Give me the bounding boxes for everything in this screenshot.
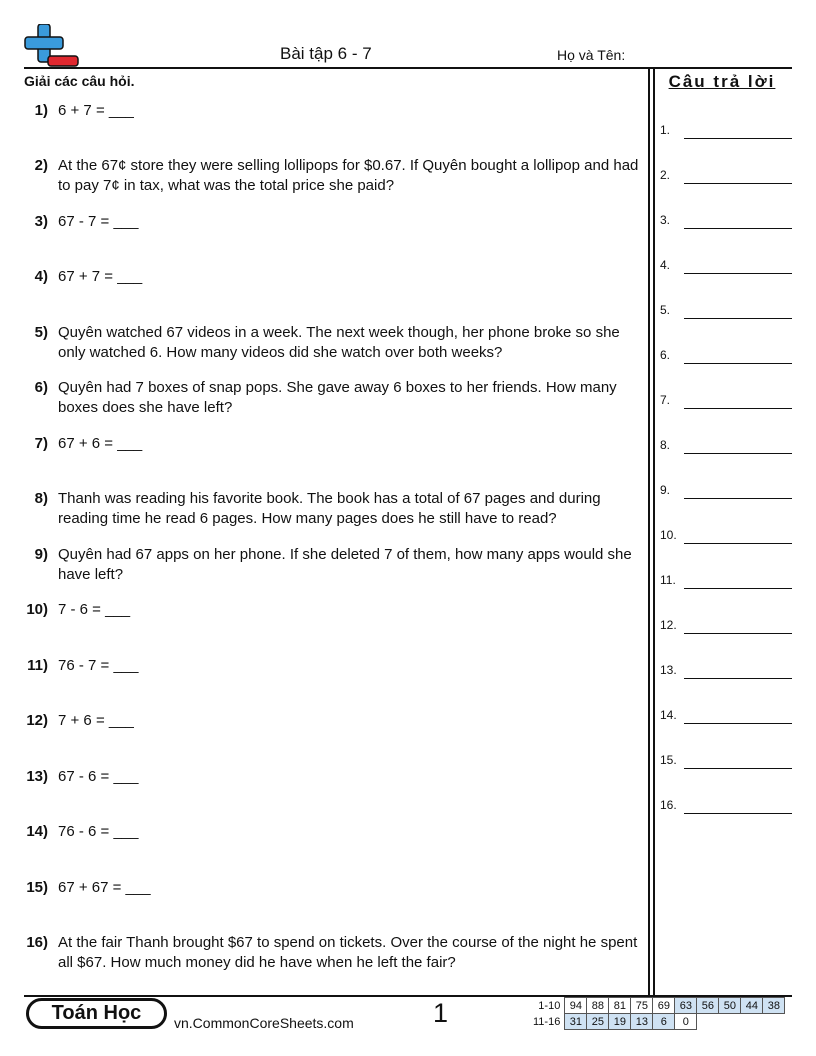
question-text: 67 + 67 = ___ bbox=[58, 879, 151, 896]
answer-number: 8. bbox=[660, 438, 671, 452]
score-key-range: 11-16 bbox=[533, 1015, 561, 1028]
answer-field-5[interactable] bbox=[660, 303, 792, 319]
answer-blank[interactable] bbox=[684, 318, 792, 319]
question-number: 14) bbox=[26, 823, 48, 840]
question-number: 13) bbox=[26, 768, 48, 785]
name-label: Họ và Tên: bbox=[557, 47, 626, 63]
answer-field-7[interactable] bbox=[660, 393, 792, 409]
answer-number: 11. bbox=[660, 573, 676, 587]
question-number: 5) bbox=[34, 324, 48, 341]
question-number: 10) bbox=[26, 601, 48, 618]
score-cell: 63 bbox=[675, 998, 697, 1014]
answer-blank[interactable] bbox=[684, 723, 792, 724]
answer-number: 6. bbox=[660, 348, 671, 362]
plus-minus-logo-icon bbox=[24, 24, 80, 68]
question-number: 15) bbox=[26, 879, 48, 896]
answer-number: 14. bbox=[660, 708, 677, 722]
question-text: 67 + 6 = ___ bbox=[58, 435, 143, 452]
header-divider bbox=[24, 67, 792, 69]
question-number: 11) bbox=[27, 657, 48, 674]
question-text: 76 - 7 = ___ bbox=[58, 657, 139, 674]
brand-badge: Toán Học bbox=[26, 998, 167, 1029]
question-number: 2) bbox=[34, 157, 48, 174]
question-text: 76 - 6 = ___ bbox=[58, 823, 139, 840]
score-key-range: 1-10 bbox=[538, 999, 561, 1012]
question-text: 67 - 6 = ___ bbox=[58, 768, 139, 785]
score-cell: 50 bbox=[719, 998, 741, 1014]
answer-blank[interactable] bbox=[684, 363, 792, 364]
answer-field-15[interactable] bbox=[660, 753, 792, 769]
answer-field-12[interactable] bbox=[660, 618, 792, 634]
score-cell: 81 bbox=[609, 998, 631, 1014]
score-cell-empty bbox=[741, 1014, 763, 1030]
score-cell-empty bbox=[763, 1014, 785, 1030]
answer-blank[interactable] bbox=[684, 453, 792, 454]
answer-blank[interactable] bbox=[684, 408, 792, 409]
answer-field-11[interactable] bbox=[660, 573, 792, 589]
answer-field-2[interactable] bbox=[660, 168, 792, 184]
question-number: 7) bbox=[34, 435, 48, 452]
score-cell-empty bbox=[719, 1014, 741, 1030]
answer-blank[interactable] bbox=[684, 138, 792, 139]
question-number: 8) bbox=[34, 490, 48, 507]
answer-field-13[interactable] bbox=[660, 663, 792, 679]
score-cell: 94 bbox=[565, 998, 587, 1014]
answer-number: 7. bbox=[660, 393, 671, 407]
score-key-row-1-10 bbox=[530, 998, 785, 1014]
score-cell: 31 bbox=[565, 1014, 587, 1030]
site-url[interactable]: vn.CommonCoreSheets.com bbox=[174, 1015, 354, 1031]
score-cell: 6 bbox=[653, 1014, 675, 1030]
answer-blank[interactable] bbox=[684, 273, 792, 274]
question-text: At the fair Thanh brought $67 to spend on tickets. Over the course of the night he spent all $67. How much money did he have when he left the fair? bbox=[58, 934, 638, 971]
answer-field-16[interactable] bbox=[660, 798, 792, 814]
answer-blank[interactable] bbox=[684, 183, 792, 184]
answer-field-1[interactable] bbox=[660, 123, 792, 139]
question-number: 16) bbox=[26, 934, 48, 951]
answer-number: 12. bbox=[660, 618, 677, 632]
answer-number: 2. bbox=[660, 168, 671, 182]
answer-field-3[interactable] bbox=[660, 213, 792, 229]
score-cell: 44 bbox=[741, 998, 763, 1014]
answer-blank[interactable] bbox=[684, 813, 792, 814]
question-text: Quyên had 7 boxes of snap pops. She gave away 6 boxes to her friends. How many boxes does she have left? bbox=[58, 379, 617, 416]
question-number: 9) bbox=[34, 546, 48, 563]
answer-blank[interactable] bbox=[684, 228, 792, 229]
answer-number: 16. bbox=[660, 798, 677, 812]
question-text: 6 + 7 = ___ bbox=[58, 102, 134, 119]
answer-blank[interactable] bbox=[684, 498, 792, 499]
answer-blank[interactable] bbox=[684, 588, 792, 589]
instructions: Giải các câu hỏi. bbox=[24, 73, 135, 89]
question-text: Quyên watched 67 videos in a week. The next week though, her phone broke so she only watched 6. How many videos did she watch over both weeks? bbox=[58, 324, 620, 361]
column-divider bbox=[648, 68, 655, 996]
question-number: 12) bbox=[26, 712, 48, 729]
score-cell: 13 bbox=[631, 1014, 653, 1030]
score-cell: 19 bbox=[609, 1014, 631, 1030]
question-text: At the 67¢ store they were selling lollipops for $0.67. If Quyên bought a lollipop and had to pay 7¢ in tax, what was the total price she paid? bbox=[58, 157, 639, 194]
answer-field-6[interactable] bbox=[660, 348, 792, 364]
score-cell: 69 bbox=[653, 998, 675, 1014]
answer-field-10[interactable] bbox=[660, 528, 792, 544]
score-cell: 25 bbox=[587, 1014, 609, 1030]
question-text: Thanh was reading his favorite book. The book has a total of 67 pages and during reading time he read 6 pages. How many pages does he still have to read? bbox=[58, 490, 601, 527]
answer-blank[interactable] bbox=[684, 633, 792, 634]
question-number: 6) bbox=[34, 379, 48, 396]
answer-number: 1. bbox=[660, 123, 671, 137]
question-number: 3) bbox=[34, 213, 48, 230]
question-text: 7 + 6 = ___ bbox=[58, 712, 134, 729]
answer-blank[interactable] bbox=[684, 768, 792, 769]
answer-number: 10. bbox=[660, 528, 677, 542]
score-key bbox=[530, 997, 785, 1030]
answer-field-4[interactable] bbox=[660, 258, 792, 274]
worksheet-title: Bài tập 6 - 7 bbox=[280, 44, 372, 63]
score-cell: 38 bbox=[763, 998, 785, 1014]
score-cell: 88 bbox=[587, 998, 609, 1014]
answer-number: 15. bbox=[660, 753, 677, 767]
question-text: 7 - 6 = ___ bbox=[58, 601, 131, 618]
answer-number: 9. bbox=[660, 483, 671, 497]
answers-title: Câu trả lời bbox=[668, 72, 776, 91]
score-cell: 56 bbox=[697, 998, 719, 1014]
score-cell: 75 bbox=[631, 998, 653, 1014]
score-cell-empty bbox=[697, 1014, 719, 1030]
answer-number: 3. bbox=[660, 213, 671, 227]
answer-field-8[interactable] bbox=[660, 438, 792, 454]
question-text: Quyên had 67 apps on her phone. If she deleted 7 of them, how many apps would she have left? bbox=[58, 546, 632, 583]
score-cell: 0 bbox=[675, 1014, 697, 1030]
answer-number: 5. bbox=[660, 303, 671, 317]
answer-number: 4. bbox=[660, 258, 671, 272]
answer-field-14[interactable] bbox=[660, 708, 792, 724]
answer-field-9[interactable] bbox=[660, 483, 792, 499]
question-text: 67 + 7 = ___ bbox=[58, 268, 143, 285]
page-number: 1 bbox=[433, 998, 449, 1028]
answer-blank[interactable] bbox=[684, 543, 792, 544]
question-number: 1) bbox=[34, 102, 48, 119]
answer-number: 13. bbox=[660, 663, 677, 677]
answer-blank[interactable] bbox=[684, 678, 792, 679]
question-number: 4) bbox=[34, 268, 48, 285]
score-key-row-11-16 bbox=[530, 1014, 785, 1030]
question-text: 67 - 7 = ___ bbox=[58, 213, 139, 230]
